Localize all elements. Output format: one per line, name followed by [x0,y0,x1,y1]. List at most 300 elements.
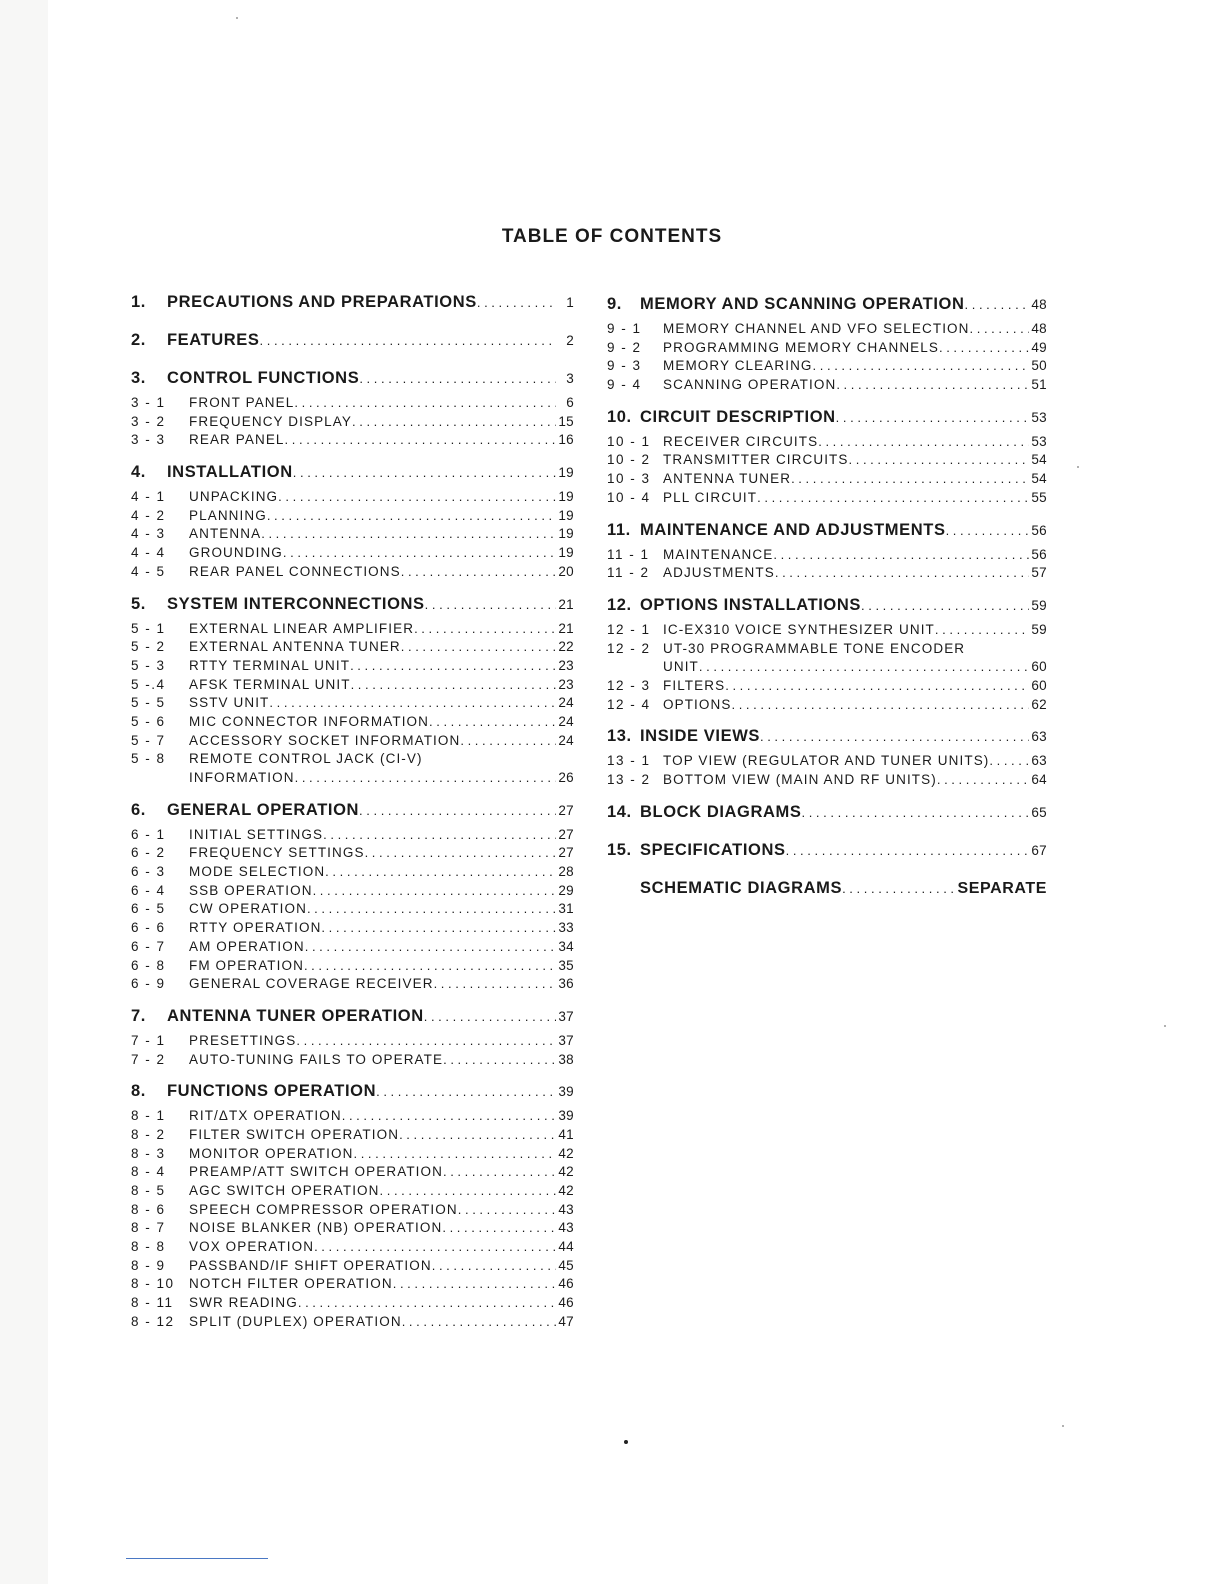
dot-leader [283,545,556,560]
entry-title: PROGRAMMING MEMORY CHANNELS [663,339,939,355]
dot-leader [760,729,1029,744]
dot-leader [842,881,957,896]
toc-entry[interactable] [131,901,574,920]
page-number: 2 [566,333,574,348]
page-number: 63 [1031,753,1047,769]
toc-section [607,841,1047,867]
entry-number: 8 - 10 [131,1276,175,1292]
toc-entry[interactable] [131,1033,574,1052]
section-title: SYSTEM INTERCONNECTIONS [167,594,425,613]
entry-title-continued: UNIT [663,659,699,675]
dot-leader [861,598,1029,613]
dot-leader [304,958,556,973]
page-number: 21 [558,596,574,612]
entry-number: 9 - 4 [607,377,642,393]
entry-number: 4 - 5 [131,563,166,579]
toc-entry[interactable] [131,395,574,414]
toc-entry[interactable] [607,471,1047,490]
toc-entry[interactable] [607,358,1047,377]
dot-leader [970,321,1029,336]
toc-entry[interactable] [131,508,574,527]
toc-section [131,1007,574,1070]
entry-number: 8 - 2 [131,1126,166,1142]
dot-leader [353,1146,556,1161]
section-title: MAINTENANCE AND ADJUSTMENTS [640,520,946,539]
entry-title: SCANNING OPERATION [663,377,837,393]
entry-title: BOTTOM VIEW (MAIN AND RF UNITS) [663,772,937,787]
toc-section-heading[interactable] [607,803,1047,829]
entry-number: 8 - 5 [131,1183,166,1198]
section-number: 12. [607,595,632,614]
section-number: 11. [607,520,631,539]
toc-section [607,879,1047,905]
toc-entry[interactable] [131,489,574,508]
dot-leader [965,297,1030,312]
entry-title: CW OPERATION [189,901,307,917]
page-number: 60 [1031,659,1047,675]
section-number: 14. [607,802,632,821]
entry-title: ACCESSORY SOCKET INFORMATION [189,732,461,748]
entry-number: 4 - 1 [131,489,166,505]
entry-title: SPEECH COMPRESSOR OPERATION [189,1201,458,1217]
page-number: 42 [558,1145,574,1161]
toc-section-heading[interactable] [607,879,1047,905]
entry-title: FM OPERATION [189,957,304,973]
scan-speck [1164,1025,1166,1027]
page-number: 60 [1031,677,1047,693]
page-number: 6 [566,395,574,410]
page-number: 19 [558,507,574,523]
toc-entry[interactable] [131,564,574,583]
entry-number: 7 - 1 [131,1032,166,1048]
page-number: 33 [558,920,574,936]
dot-leader [434,976,556,991]
section-title: CONTROL FUNCTIONS [167,369,360,387]
toc-entry[interactable] [607,547,1047,566]
dot-leader [836,377,1029,392]
section-number: 5. [131,594,146,613]
toc-entry[interactable] [131,414,574,433]
section-title: ANTENNA TUNER OPERATION [167,1006,424,1025]
page-number: 23 [558,676,574,692]
toc-section [131,801,574,995]
entry-title: SWR READING [189,1295,298,1311]
toc-section-heading[interactable] [131,463,574,489]
scan-speck [1062,1425,1064,1427]
section-title: PRECAUTIONS AND PREPARATIONS [167,293,477,311]
entry-number: 11 - 2 [607,565,650,581]
entry-title: NOISE BLANKER (NB) OPERATION [189,1220,443,1236]
entry-title: REAR PANEL [189,432,285,448]
section-number: 7. [131,1006,146,1025]
page-number: 64 [1031,772,1047,787]
section-number: 9. [607,295,622,313]
toc-entry[interactable] [607,697,1047,716]
entry-number: 9 - 1 [607,321,642,336]
page-number: 38 [558,1051,574,1067]
page-number: 1 [566,295,574,310]
toc-entry[interactable] [607,622,1047,641]
section-title: SCHEMATIC DIAGRAMS [640,878,843,897]
entry-number: 3 - 1 [131,395,166,410]
entry-number: 3 - 2 [131,413,166,429]
dot-leader [946,523,1029,538]
dot-leader [307,901,556,916]
toc-entry[interactable] [607,452,1047,471]
toc-entry[interactable] [131,658,574,677]
toc-section-heading[interactable] [607,596,1047,622]
dot-leader [791,471,1029,486]
dot-leader [313,883,556,898]
entry-title: AUTO-TUNING FAILS TO OPERATE [189,1051,444,1067]
toc-section-heading[interactable] [131,293,574,319]
entry-number: 12 - 1 [607,621,651,637]
dot-leader [458,1202,556,1217]
page-number: 15 [558,413,574,429]
dot-leader [757,490,1029,505]
toc-section-heading[interactable] [131,369,574,395]
entry-number: 5 - 2 [131,639,166,655]
toc-section [607,295,1047,396]
toc-left-column [131,293,574,1345]
section-number: 4. [131,463,146,482]
dot-leader [295,770,556,785]
entry-title: REMOTE CONTROL JACK (CI-V) [189,751,423,767]
entry-number: 6 - 6 [131,920,166,936]
toc-entry[interactable] [131,714,574,733]
dot-leader [402,1314,556,1329]
toc-entry[interactable] [131,751,574,770]
toc-entry[interactable] [131,1258,574,1277]
toc-section-heading[interactable] [131,801,574,827]
page-number: 42 [558,1164,574,1180]
toc-entry[interactable] [607,321,1047,340]
toc-entry[interactable] [131,545,574,564]
entry-number: 13 - 1 [607,753,651,769]
section-title: MEMORY AND SCANNING OPERATION [640,295,965,313]
dot-leader [393,1276,556,1291]
toc-entry[interactable] [131,958,574,977]
toc-section-heading[interactable] [607,841,1047,867]
toc-section [607,408,1047,509]
toc-entry[interactable] [131,1108,574,1127]
toc-right-column [607,295,1047,917]
dot-leader [429,714,556,729]
entry-number: 5 - 1 [131,620,166,636]
entry-title: PRESETTINGS [189,1032,297,1048]
entry-number: 6 - 2 [131,845,166,861]
toc-entry[interactable] [131,976,574,995]
toc-entry[interactable] [131,1127,574,1146]
page-number: 48 [1031,297,1047,312]
dot-leader [350,658,556,673]
entry-title: PREAMP/ATT SWITCH OPERATION [189,1164,443,1180]
toc-entry[interactable] [131,677,574,696]
dot-leader [477,295,556,310]
page-number: 24 [558,732,574,748]
page-number: 24 [558,695,574,711]
entry-number: 4 - 3 [131,526,166,542]
page-number: 57 [1031,565,1047,581]
dot-leader [731,697,1029,712]
toc-section [131,463,574,582]
page-number: 27 [558,826,574,842]
toc-section [131,293,574,319]
page-number: 62 [1031,696,1047,712]
toc-entry[interactable] [131,1314,574,1333]
entry-title: GROUNDING [189,545,283,561]
entry-number: 10 - 4 [607,489,651,505]
toc-entry[interactable] [131,1295,574,1314]
page-number: 63 [1031,729,1047,745]
entry-number: 6 - 3 [131,864,166,880]
entry-title: ADJUSTMENTS [663,565,775,581]
entry-number: 12 - 2 [607,640,651,656]
entry-number: 9 - 2 [607,339,642,355]
page-number: 48 [1031,321,1047,336]
dot-leader [699,659,1029,674]
dot-leader [269,695,556,710]
toc-section-heading[interactable] [131,595,574,621]
entry-number: 10 - 2 [607,452,651,468]
dot-leader [818,434,1029,449]
dot-leader [305,939,556,954]
dot-leader [813,358,1029,373]
toc-section-heading[interactable] [607,408,1047,434]
section-number: 2. [131,331,146,349]
page-number: 67 [1031,842,1047,858]
page-number: 35 [558,957,574,973]
toc-section [131,331,574,357]
entry-title: PLANNING [189,507,267,523]
page-number: 39 [558,1108,574,1124]
page-number: 23 [558,657,574,673]
dot-leader [321,920,556,935]
section-title: FUNCTIONS OPERATION [167,1082,377,1101]
entry-number: 5 - 3 [131,657,166,673]
entry-number: 4 - 2 [131,507,166,523]
page-number: 59 [1031,621,1047,637]
dot-leader [937,772,1029,787]
entry-title: FILTERS [663,677,726,693]
dot-leader [849,452,1030,467]
section-title: FEATURES [167,331,260,349]
toc-entry[interactable] [131,939,574,958]
toc-entry[interactable] [131,1164,574,1183]
toc-entry[interactable] [131,1183,574,1202]
entry-title: GENERAL COVERAGE RECEIVER [189,976,434,992]
entry-title: ANTENNA [189,526,262,542]
entry-number: 9 - 3 [607,358,642,374]
section-number: 1. [131,293,146,311]
entry-number: 8 - 4 [131,1164,166,1180]
toc-entry[interactable] [131,864,574,883]
toc-entry[interactable] [131,639,574,658]
page-number: SEPARATE [957,879,1047,897]
dot-leader [725,678,1029,693]
toc-entry[interactable] [131,1220,574,1239]
toc-entry[interactable] [607,490,1047,509]
toc-section-heading[interactable] [607,521,1047,547]
toc-entry[interactable] [131,920,574,939]
entry-title: FILTER SWITCH OPERATION [189,1126,400,1142]
page-number: 16 [558,432,574,448]
section-number: 8. [131,1082,146,1101]
entry-title: SSB OPERATION [189,882,313,898]
toc-entry[interactable] [131,432,574,451]
page-number: 49 [1031,339,1047,355]
toc-section [607,596,1047,715]
toc-entry[interactable] [607,753,1047,772]
page-number: 29 [558,882,574,898]
entry-title: SSTV UNIT [189,695,270,711]
toc-section-heading[interactable] [131,1007,574,1033]
dot-leader [836,410,1029,425]
entry-number: 5 - 6 [131,713,166,729]
entry-number: 8 - 12 [131,1313,175,1329]
toc-section [607,727,1047,790]
page-number: 19 [558,545,574,561]
page-number: 31 [558,901,574,917]
entry-number: 12 - 4 [607,696,651,712]
dot-leader [352,414,556,429]
entry-title: MONITOR OPERATION [189,1145,354,1161]
toc-entry[interactable] [607,340,1047,359]
section-title: BLOCK DIAGRAMS [640,802,802,821]
toc-entry[interactable] [131,845,574,864]
dot-leader [401,639,556,654]
entry-title: AGC SWITCH OPERATION [189,1183,380,1198]
toc-section-heading[interactable] [131,1082,574,1108]
entry-title: RIT/ΔTX OPERATION [189,1108,342,1124]
entry-title: FREQUENCY SETTINGS [189,845,365,861]
page-number: 19 [558,526,574,542]
entry-title: RECEIVER CIRCUITS [663,433,819,449]
toc-entry[interactable] [131,1052,574,1071]
entry-title: EXTERNAL ANTENNA TUNER [189,639,401,655]
dot-leader [294,395,556,410]
toc-section-heading[interactable] [607,727,1047,753]
entry-number: 11 - 1 [607,546,650,562]
scan-speck [1077,466,1079,468]
entry-number: 5 - 8 [131,751,166,767]
entry-title: MEMORY CLEARING [663,358,813,374]
toc-entry[interactable] [131,1146,574,1165]
entry-title: NOTCH FILTER OPERATION [189,1276,393,1292]
dot-leader [460,733,556,748]
dot-leader [314,1239,556,1254]
page-number: 19 [558,489,574,505]
toc-entry[interactable] [607,678,1047,697]
dot-leader [323,827,556,842]
entry-title-continued: INFORMATION [189,770,295,785]
toc-entry[interactable] [131,1202,574,1221]
toc-entry[interactable] [131,1239,574,1258]
entry-title: FRONT PANEL [189,395,295,410]
entry-number: 3 - 3 [131,432,166,448]
entry-number: 6 - 5 [131,901,166,917]
entry-title: SPLIT (DUPLEX) OPERATION [189,1313,402,1329]
toc-entry[interactable] [131,695,574,714]
page-number: 37 [558,1032,574,1048]
dot-leader [989,753,1029,768]
toc-entry[interactable] [131,883,574,902]
toc-entry[interactable] [607,641,1047,660]
toc-entry[interactable] [607,377,1047,396]
entry-number: 6 - 9 [131,976,166,992]
page-number: 46 [558,1295,574,1311]
page-number: 28 [558,864,574,880]
entry-number: 12 - 3 [607,677,651,693]
dot-leader [801,805,1029,820]
dot-leader [296,1033,556,1048]
section-title: CIRCUIT DESCRIPTION [640,407,836,426]
dot-leader [425,597,556,612]
page-number: 19 [558,465,574,481]
toc-entry[interactable] [131,526,574,545]
entry-title: FREQUENCY DISPLAY [189,413,352,429]
entry-number: 10 - 1 [607,433,651,449]
toc-section-heading[interactable] [131,331,574,357]
entry-title: ANTENNA TUNER [663,471,792,487]
toc-entry-continued [131,770,574,789]
toc-entry[interactable] [131,827,574,846]
page-number: 54 [1031,452,1047,468]
toc-entry[interactable] [131,733,574,752]
dot-leader [351,677,556,692]
dot-leader [359,371,556,386]
entry-title: MAINTENANCE [663,546,774,562]
page-number: 24 [558,713,574,729]
entry-title: AFSK TERMINAL UNIT [189,676,351,692]
dot-leader [424,1009,556,1024]
entry-number: 5 -.4 [131,676,166,692]
toc-entry[interactable] [131,621,574,640]
page-number: 45 [558,1257,574,1273]
dot-leader [443,1052,556,1067]
entry-title: RTTY TERMINAL UNIT [189,657,351,673]
entry-number: 5 - 5 [131,695,166,711]
dot-leader [939,340,1029,355]
page-number: 43 [558,1220,574,1236]
toc-entry-continued [607,659,1047,678]
toc-entry[interactable] [607,434,1047,453]
dot-leader [285,432,556,447]
page-number: 27 [558,802,574,818]
toc-entry[interactable] [607,565,1047,584]
entry-number: 8 - 7 [131,1220,166,1236]
page-number: 54 [1031,471,1047,487]
entry-title: IC-EX310 VOICE SYNTHESIZER UNIT [663,621,935,637]
entry-number: 8 - 8 [131,1239,166,1255]
page-number: 53 [1031,409,1047,425]
page-number: 36 [558,976,574,992]
dot-leader [935,622,1029,637]
toc-entry[interactable] [131,1276,574,1295]
entry-number: 6 - 1 [131,826,166,842]
entry-number: 7 - 2 [131,1051,166,1067]
dot-leader [775,565,1029,580]
entry-title: TRANSMITTER CIRCUITS [663,452,849,468]
entry-title: PLL CIRCUIT [663,489,758,505]
page-number: 50 [1031,358,1047,374]
toc-section-heading[interactable] [607,295,1047,321]
entry-title: INITIAL SETTINGS [189,826,324,842]
toc-entry[interactable] [607,772,1047,791]
toc-section [131,1082,574,1332]
page-number: 42 [558,1183,574,1198]
section-title: OPTIONS INSTALLATIONS [640,595,861,614]
